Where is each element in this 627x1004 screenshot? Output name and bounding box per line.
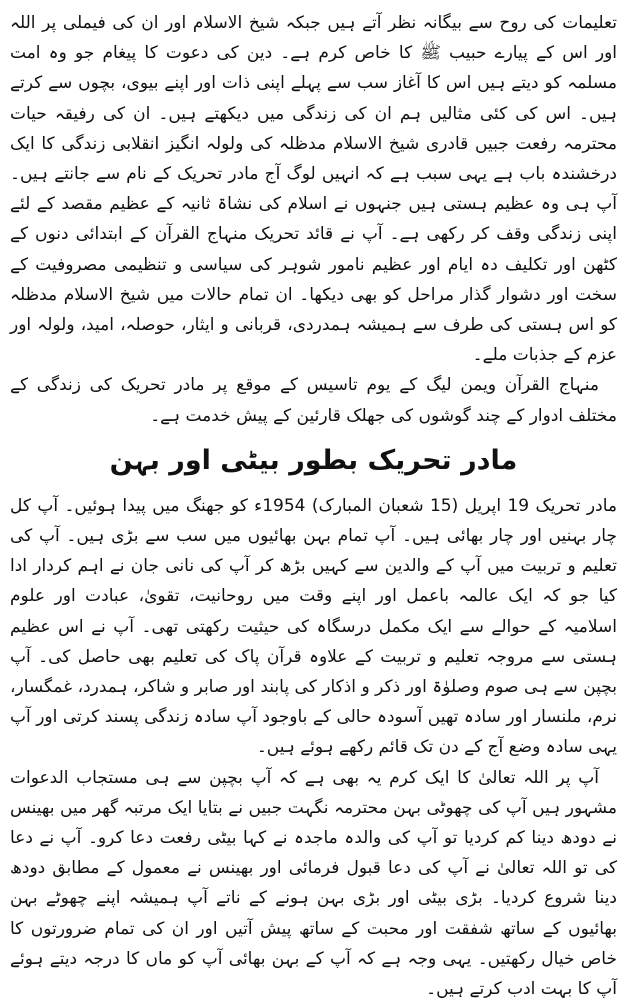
anecdote-paragraph: آپ پر اللہ تعالیٰ کا ایک کرم یہ بھی ہے کہ آپ بچپن سے ہی مستجاب الدعوات مشہور ہیں آپ کی چھوٹی بہن محترمہ نگہت جبیں نے بتایا ایک مرتبہ گھر میں بھینس نے دودھ دینا کم کردیا تو آپ کی والدہ ماجدہ نے کہا بیٹی رفعت دعا کرو۔ آپ نے دعا کی تو اللہ تعالیٰ نے آپ کی دعا قبول فرمائی اور بھینس نے معمول کے مطابق دودھ دینا شروع کردیا۔ بڑی بیٹی اور بڑی بہن ہونے کے ناتے آپ ہمیشہ اپنے چھوٹے بہن بھائیوں کے ساتھ شفقت اور محبت کے ساتھ پیش آتیں اور ان کی تمام ضرورتوں کا خاص خیال رکھتیں۔ یہی وجہ ہے کہ آپ کے بہن بھائی آپ کو ماں کا درجہ دیتے ہوئے آپ کا بہت ادب کرتے ہیں۔ <box>10 767 617 1000</box>
section-heading: مادر تحریک بطور بیٹی اور بہن <box>109 444 518 476</box>
intro-paragraph: تعلیمات کی روح سے بیگانہ نظر آتے ہیں جبکہ شیخ الاسلام اور ان کی فیملی پر اللہ اور اس کے پیارے حبیب ﷺ کا خاص کرم ہے۔ دین کی دعوت کا پیغام جو وہ امت مسلمہ کو دیتے ہیں اس کا آغاز سب سے پہلے اپنی ذات اور اپنے بیوی، بچوں سے کرتے ہیں۔ اس کی کئی مثالیں ہم ان کی زندگی میں دیکھتے ہیں۔ ان کی رفیقہ حیات محترمہ رفعت جبیں قادری شیخ الاسلام مدظلہ کی ولولہ انگیز انقلابی زندگی کا ایک درخشندہ باب ہے یہی سبب ہے کہ انہیں لوگ آج مادر تحریک کے نام سے جانتے ہیں۔ آپ ہی وہ عظیم ہستی ہیں جنہوں نے اسلام کی نشاۃ ثانیہ کے عظیم مقصد کے لئے اپنی زندگی وقف کر رکھی ہے۔ آپ نے قائد تحریک منہاج القرآن کے ابتدائی دنوں کے کٹھن اور تکلیف دہ ایام اور عظیم نامور شوہر کی سیاسی و تنظیمی مصروفیت کے سخت اور دشوار گذار مراحل کو بھی دیکھا۔ ان تمام حالات میں شیخ الاسلام مدظلہ کو اس ہستی کی طرف سے ہمیشہ ہمدردی، قربانی و ایثار، حوصلہ، امید، ولولہ اور عزم کے جذبات ملے۔ <box>10 13 617 366</box>
preface-paragraph: منہاج القرآن ویمن لیگ کے یوم تاسیس کے موقع پر مادر تحریک کی زندگی کے مختلف ادوار کے چند گوشوں کی جھلک قارئین کے پیش خدمت ہے۔ <box>10 375 617 426</box>
biography-paragraph: مادر تحریک 19 اپریل (15 شعبان المبارک) 1954ء کو جھنگ میں پیدا ہوئیں۔ آپ کل چار بہنیں اور چار بھائی ہیں۔ آپ تمام بہن بھائیوں میں سب سے بڑی ہیں۔ آپ کی تعلیم و تربیت میں آپ کے والدین سے کہیں بڑھ کر آپ کی نانی جان نے اہم کردار ادا کیا جو کہ ایک عالمہ باعمل اور اپنے وقت میں روحانیت، تقویٰ، عبادت اور علوم اسلامیہ کے حوالے سے ایک مکمل درسگاہ کی حیثیت رکھتی تھی۔ آپ نے اس عظیم ہستی سے مروجہ تعلیم و تربیت کے علاوہ قرآن پاک کی تعلیم بھی حاصل کی۔ آپ بچپن سے ہی صوم وصلوٰۃ اور ذکر و اذکار کی پابند اور صابر و شاکر، ہمدرد، غمگسار، نرم، ملنسار اور سادہ تھیں آسودہ حالی کے باوجود آپ سادہ زندگی پسند کرتی اور آپ یہی سادہ وضع آج کے دن تک قائم رکھے ہوئے ہیں۔ <box>10 495 617 758</box>
